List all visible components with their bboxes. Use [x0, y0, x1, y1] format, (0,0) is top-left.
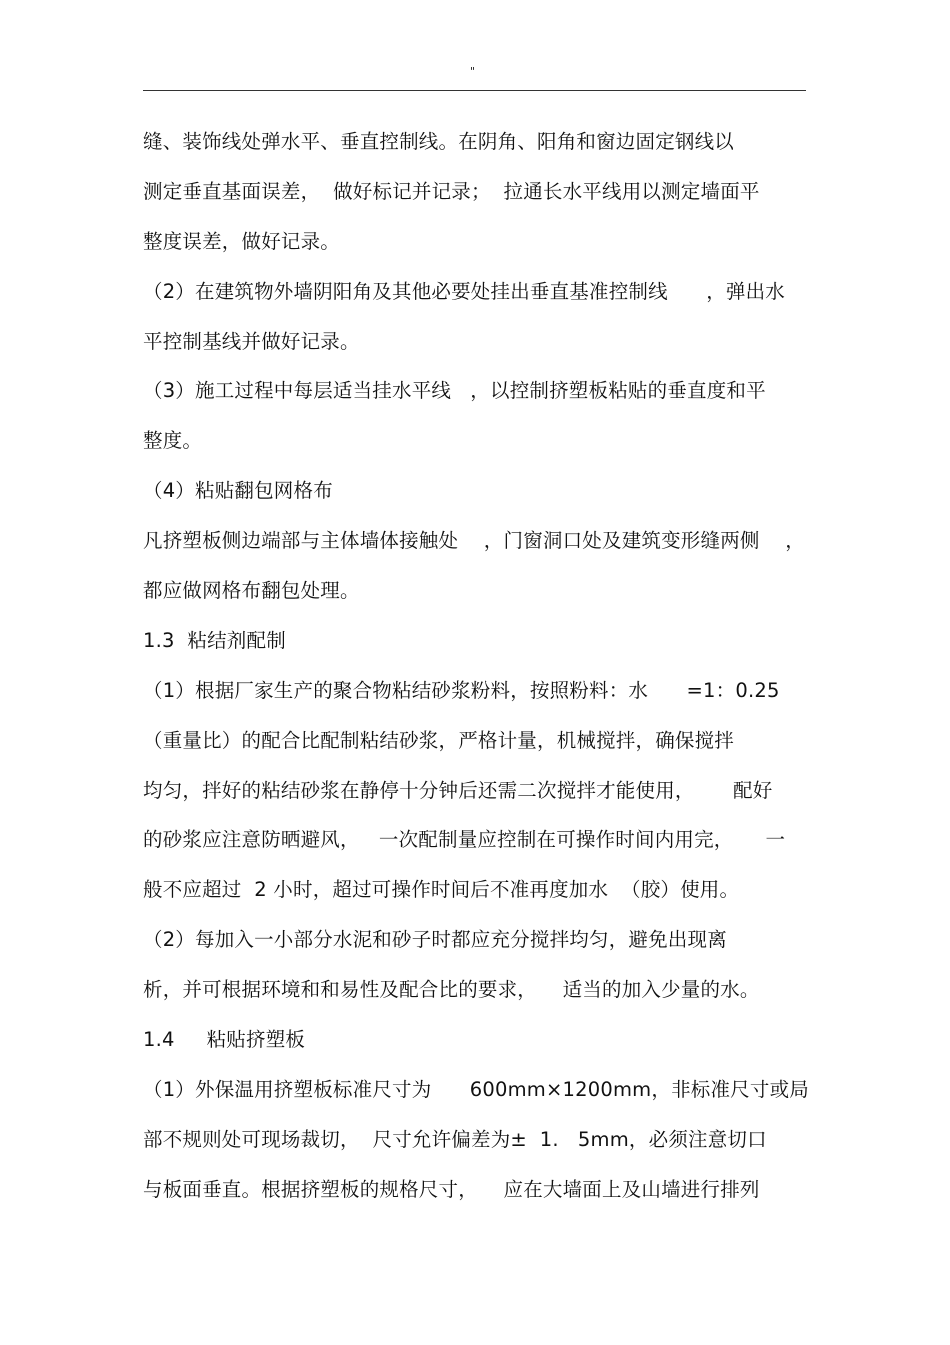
page-header-mark: " [470, 65, 476, 78]
text-line: 部不规则处可现场裁切， 尺寸允许偏差为± 1. 5mm，必须注意切口 [143, 1127, 767, 1151]
text-line: 缝、装饰线处弹水平、垂直控制线。在阴角、阳角和窗边固定钢线以 [143, 130, 735, 153]
text-line: （1）外保温用挤塑板标准尺寸为 600mm×1200mm，非标准尺寸或局 [143, 1077, 809, 1101]
section-heading: 1.4 粘贴挤塑板 [143, 1028, 306, 1052]
text-line: 凡挤塑板侧边端部与主体墙体接触处 ，门窗洞口处及建筑变形缝两侧 ， [143, 529, 805, 553]
text-line: 整度误差，做好记录。 [143, 229, 341, 253]
text-line: （3）施工过程中每层适当挂水平线 ，以控制挤塑板粘贴的垂直度和平 [143, 379, 766, 403]
text-line: 都应做网格布翻包处理。 [143, 579, 360, 603]
text-line: （4）粘贴翻包网格布 [143, 479, 333, 503]
text-line: 的砂浆应注意防晒避风， 一次配制量应控制在可操作时间内用完， 一 [143, 828, 786, 852]
document-body [143, 122, 813, 1220]
text-line: 测定垂直基面误差， 做好标记并记录； 拉通长水平线用以测定墙面平 [143, 179, 760, 203]
text-line: （1）根据厂家生产的聚合物粘结砂浆粉料，按照粉料：水 =1：0.25 [143, 678, 780, 702]
text-line: （2）在建筑物外墙阴阳角及其他必要处挂出垂直基准控制线 ，弹出水 [143, 279, 785, 303]
text-line: （2）每加入一小部分水泥和砂子时都应充分搅拌均匀，避免出现离 [143, 928, 727, 952]
text-line: 般不应超过 2 小时，超过可操作时间后不准再度加水 （胶）使用。 [143, 878, 740, 902]
text-line: （重量比）的配合比配制粘结砂浆，严格计量，机械搅拌，确保搅拌 [143, 728, 735, 752]
text-line: 析，并可根据环境和和易性及配合比的要求， 适当的加入少量的水。 [143, 978, 760, 1002]
text-line: 平控制基线并做好记录。 [143, 329, 360, 353]
text-line: 均匀，拌好的粘结砂浆在静停十分钟后还需二次搅拌才能使用， 配好 [143, 778, 773, 802]
section-heading: 1.3 粘结剂配制 [143, 628, 286, 652]
header-divider [143, 90, 806, 91]
text-line: 整度。 [143, 429, 203, 453]
text-line: 与板面垂直。根据挤塑板的规格尺寸， 应在大墙面上及山墙进行排列 [143, 1177, 760, 1201]
